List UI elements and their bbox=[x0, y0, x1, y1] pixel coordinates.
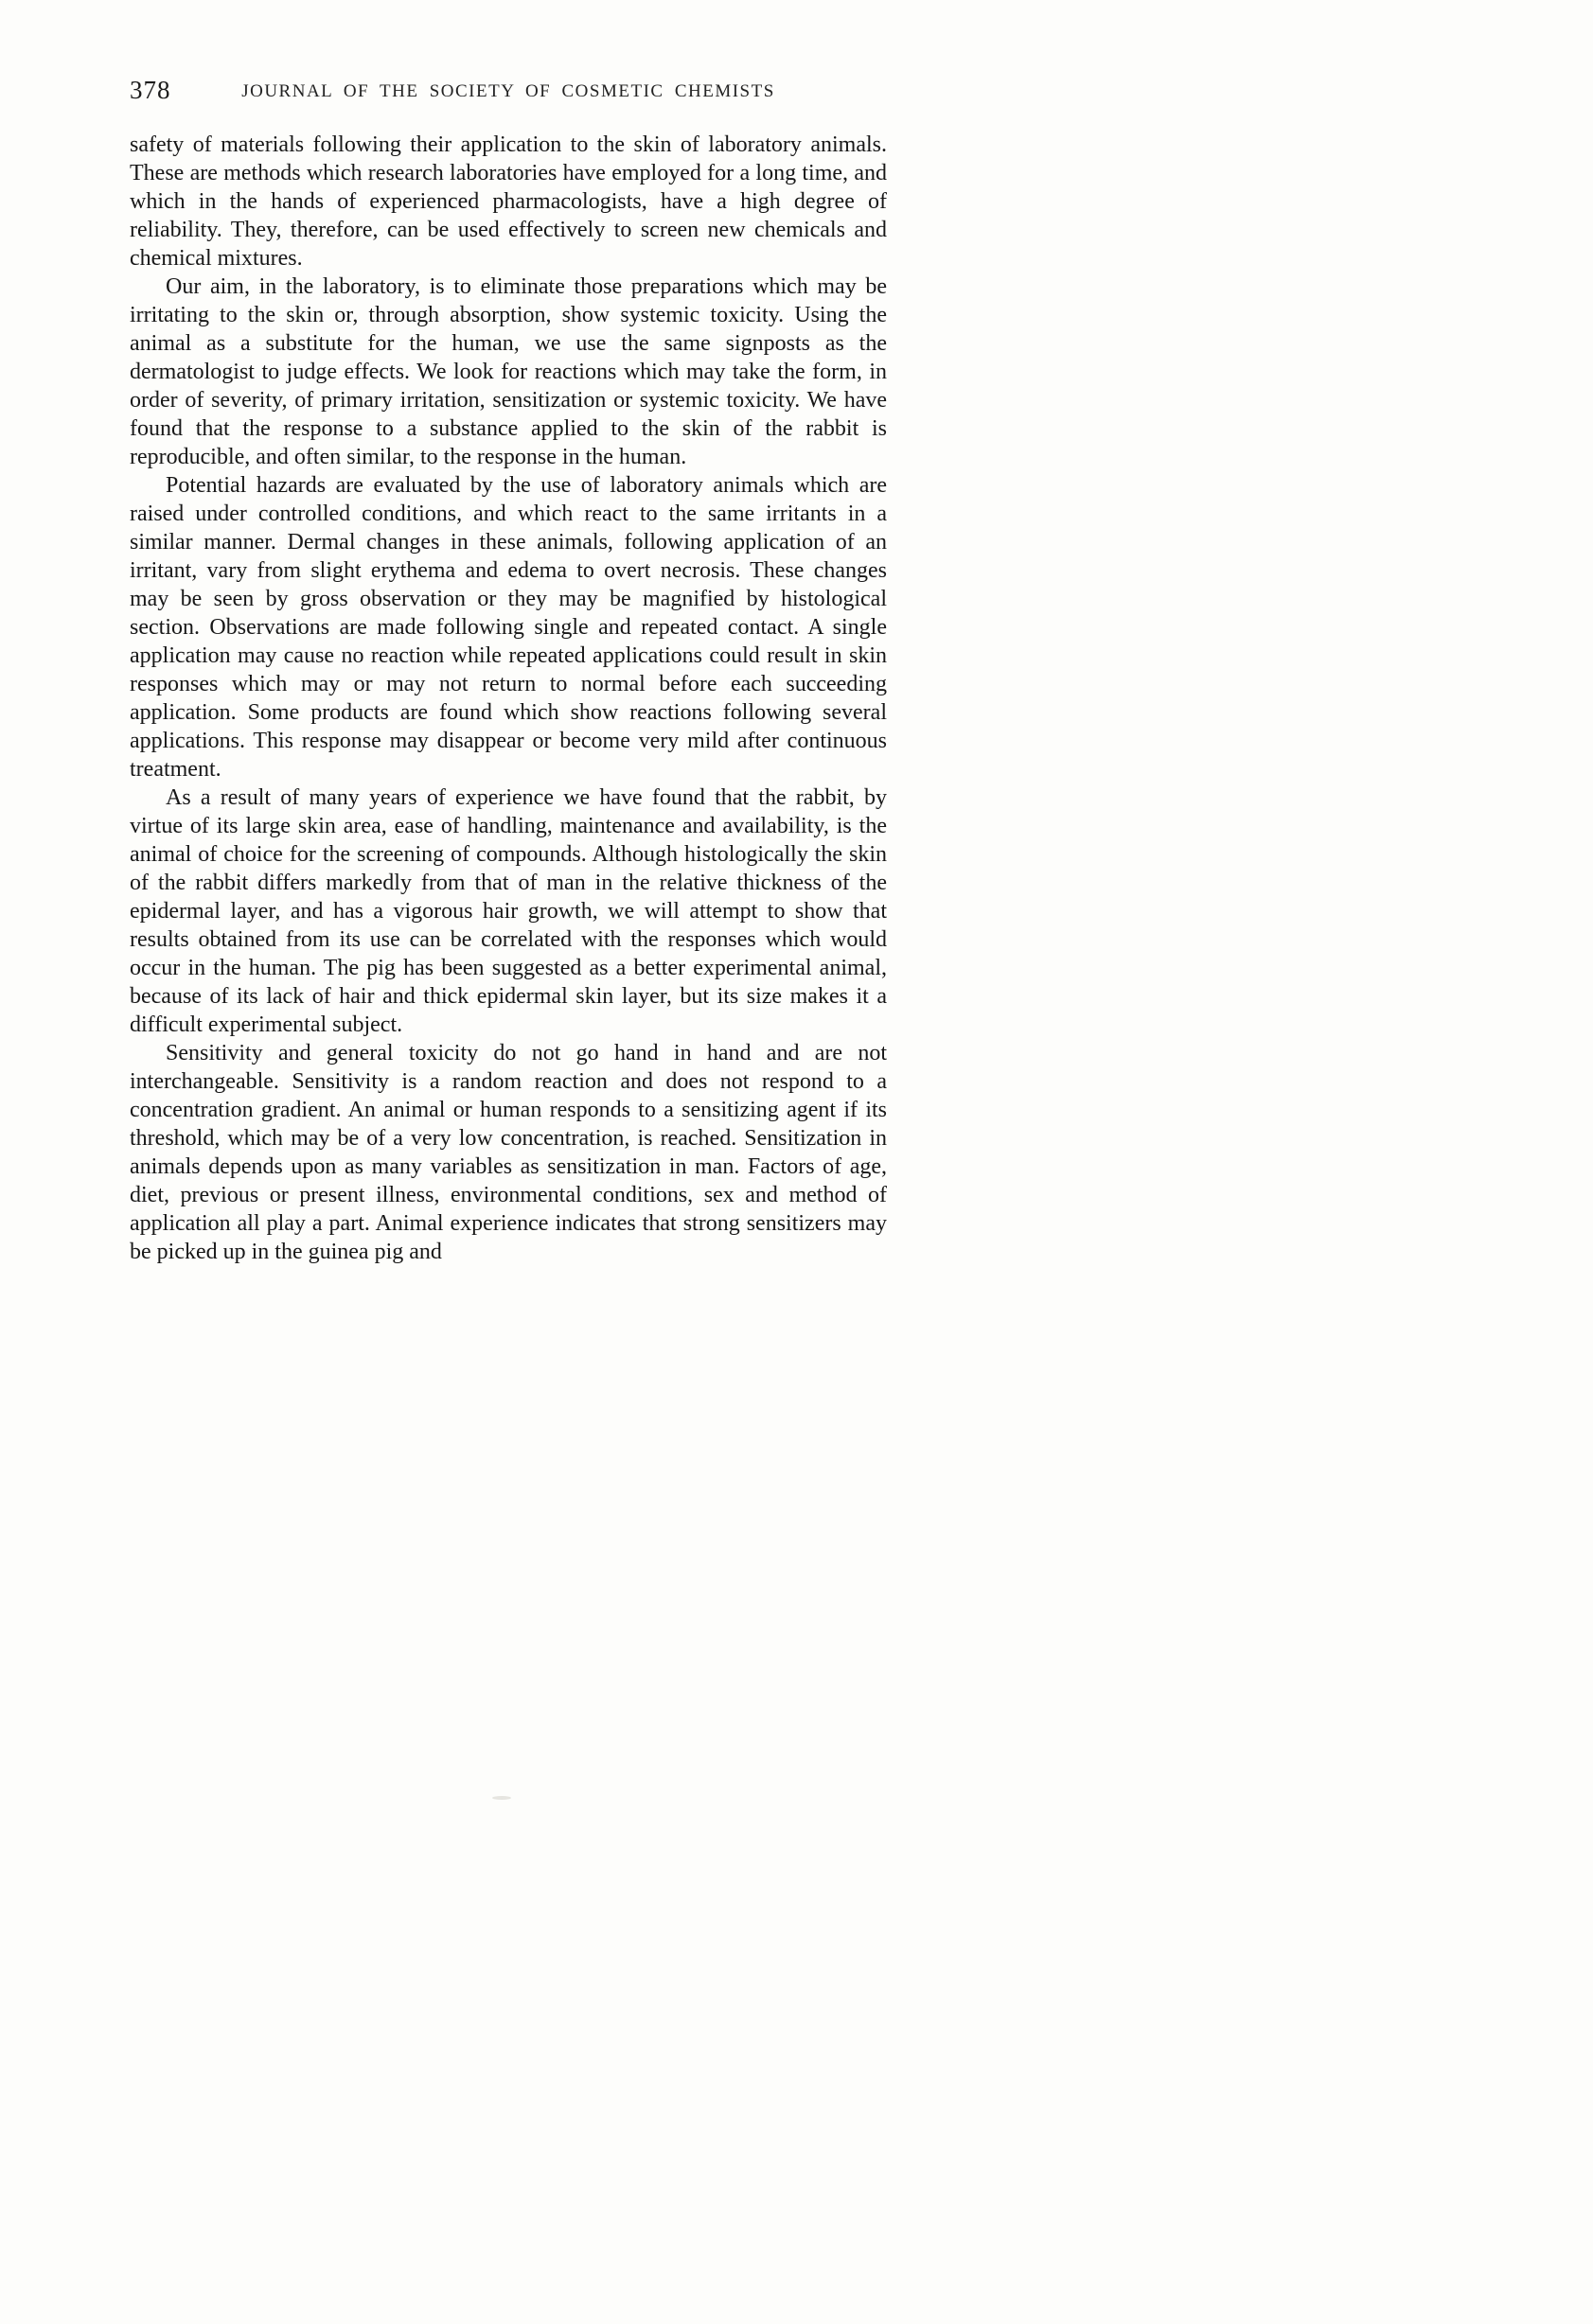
page-number: 378 bbox=[130, 76, 171, 104]
article-body bbox=[130, 131, 887, 1266]
scan-speck bbox=[492, 1796, 511, 1800]
paragraph: Potential hazards are evaluated by the use of laboratory animals which are raised under controlled conditions, and which react to the same irritants in a similar manner. Dermal changes in these animals, following application of an irritant, vary from slight erythema and edema to overt necrosis. These changes may be seen by gross observation or they may be magnified by histological section. Observations are made following single and repeated contact. A single application may cause no reaction while repeated applications could result in skin responses which may or may not return to normal before each succeeding application. Some products are found which show reactions following several applications. This response may disappear or become very mild after continuous treatment. bbox=[130, 473, 887, 782]
paragraph: As a result of many years of experience we have found that the rabbit, by virtue of its large skin area, ease of handling, maintenance and availability, is the animal of choice for the screening of compounds. Although histologically the skin of the rabbit differs markedly from that of man in the relative thickness of the epidermal layer, and has a vigorous hair growth, we will attempt to show that results obtained from its use can be correlated with the responses which would occur in the human. The pig has been suggested as a better experimental animal, because of its lack of hair and thick epidermal skin layer, but its size makes it a difficult experimental subject. bbox=[130, 785, 887, 1037]
paragraph-continuation: safety of materials following their application to the skin of laboratory animals. These are methods which research laboratories have employed for a long time, and which in the hands of experienced pharmacologists, have a high degree of reliability. They, therefore, can be used effectively to screen new chemicals and chemical mixtures. bbox=[130, 132, 887, 271]
paragraph: Our aim, in the laboratory, is to eliminate those preparations which may be irritating to the skin or, through absorption, show systemic toxicity. Using the animal as a substitute for the human, we use the same signposts as the dermatologist to judge effects. We look for reactions which may take the form, in order of severity, of primary irritation, sensitization or systemic toxicity. We have found that the response to a substance applied to the skin of the rabbit is reproducible, and often similar, to the response in the human. bbox=[130, 274, 887, 469]
paragraph: Sensitivity and general toxicity do not go hand in hand and are not interchangeable. Sensitivity is a random reaction and does not respond to a concentration gradient. An animal or human responds to a sensitizing agent if its threshold, which may be of a very low concentration, is reached. Sensitization in animals depends upon as many variables as sensitization in man. Factors of age, diet, previous or present illness, environmental conditions, sex and method of application all play a part. Animal experience indicates that strong sensitizers may be picked up in the guinea pig and bbox=[130, 1041, 887, 1264]
journal-title: JOURNAL OF THE SOCIETY OF COSMETIC CHEMISTS bbox=[241, 81, 775, 101]
